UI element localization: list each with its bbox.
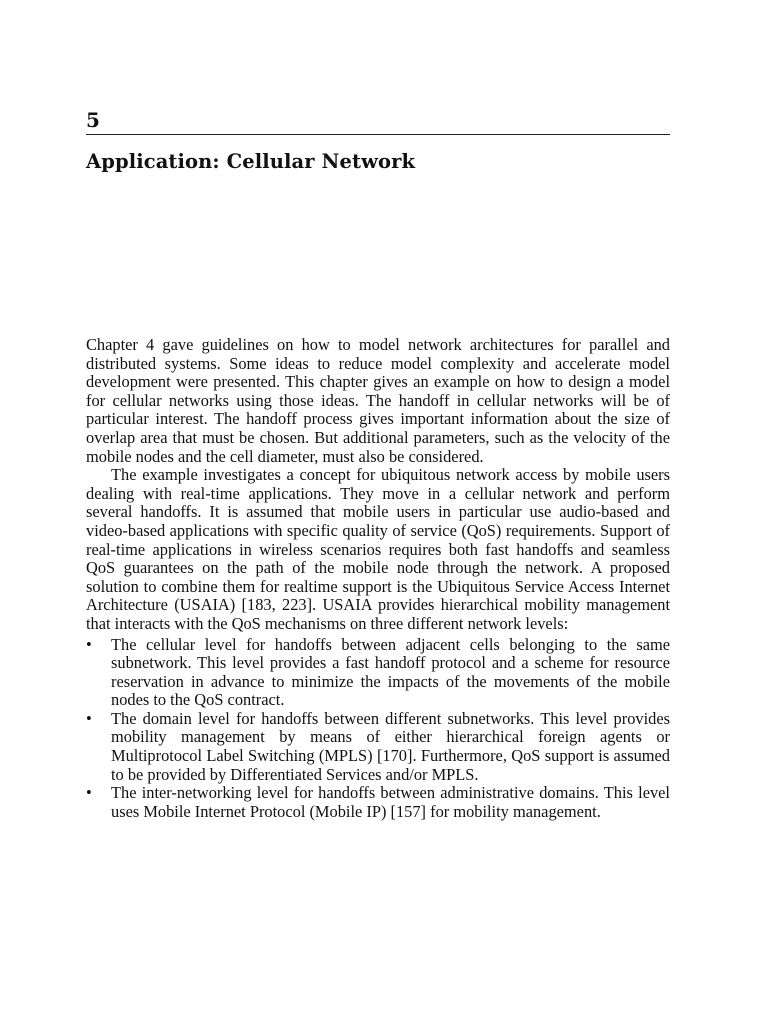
list-item-text: The cellular level for handoffs between adjacent cells belonging to the same subnetwork. This level provides a fast handoff protocol and a scheme for resource reservation in advance to minimize the impacts of the movements of the mobile nodes to the QoS contract.: [111, 634, 670, 710]
chapter-title: Application: Cellular Network: [86, 150, 416, 173]
list-item: [86, 784, 670, 821]
paragraph-intro: Chapter 4 gave guidelines on how to model network architectures for parallel and distributed systems. Some ideas to reduce model complexity and accelerate model development were presented. This chapter gives an example on how to design a model for cellular networks using those ideas. The handoff in cellular networks will be of particular interest. The handoff process gives important information about the size of overlap area that must be chosen. But additional parameters, such as the velocity of the mobile nodes and the cell diameter, must also be considered.: [86, 335, 670, 466]
book-page: [86, 0, 670, 1024]
list-item: [86, 636, 670, 710]
list-item: [86, 710, 670, 784]
chapter-number: 5: [86, 108, 100, 132]
paragraph-usaia: The example investigates a concept for ubiquitous network access by mobile users dealing with real-time applications. They move in a cellular network and perform several handoffs. It is assumed that mobile users in particular use audio-based and video-based applications with specific quality of service (QoS) requirements. Support of real-time applications in wireless scenarios requires both fast handoffs and seamless QoS guarantees on the path of the mobile node through the network. A proposed solution to combine them for realtime support is the Ubiquitous Service Access Internet Architecture (USAIA) [183, 223]. USAIA provides hierarchical mobility management that interacts with the QoS mechanisms on three different network levels:: [86, 465, 670, 633]
chapter-body: [86, 336, 670, 821]
bullet-icon: •: [86, 634, 92, 654]
network-levels-list: [86, 636, 670, 822]
bullet-icon: •: [86, 708, 92, 728]
chapter-rule: [86, 134, 670, 135]
bullet-icon: •: [86, 783, 92, 803]
list-item-text: The inter-networking level for handoffs between administrative domains. This level uses Mobile Internet Protocol (Mobile IP) [157] for mobility management.: [111, 783, 670, 821]
list-item-text: The domain level for handoffs between different subnetworks. This level provides mobility management by means of either hierarchical foreign agents or Multiprotocol Label Switching (MPLS) [170]. Furthermore, QoS support is assumed to be provided by Differentiated Services and/or MPLS.: [111, 708, 670, 784]
